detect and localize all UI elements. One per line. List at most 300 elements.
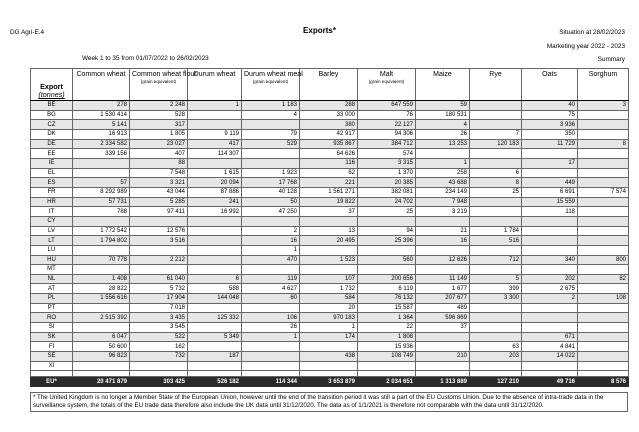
column-title: Durum wheat meal bbox=[244, 71, 303, 78]
value-cell bbox=[578, 197, 629, 207]
value-cell bbox=[358, 245, 416, 255]
value-cell: 116 bbox=[300, 158, 358, 168]
value-cell: 2 bbox=[242, 226, 300, 236]
value-cell: 43 688 bbox=[416, 178, 470, 188]
value-cell: 2 675 bbox=[522, 284, 578, 294]
value-cell bbox=[578, 149, 629, 159]
value-cell: 11 149 bbox=[416, 274, 470, 284]
country-cell: DK bbox=[31, 129, 73, 139]
value-cell: 6 bbox=[470, 168, 522, 178]
value-cell: 5 141 bbox=[73, 120, 130, 130]
value-cell: 203 bbox=[470, 352, 522, 362]
country-cell: SI bbox=[31, 323, 73, 333]
table-row bbox=[31, 207, 629, 217]
column-title: Malt bbox=[379, 71, 394, 78]
value-cell bbox=[188, 245, 242, 255]
column-header bbox=[242, 69, 303, 101]
value-cell bbox=[470, 332, 522, 342]
value-cell: 15 587 bbox=[358, 303, 416, 313]
value-cell: 50 600 bbox=[73, 342, 130, 352]
value-cell: 1 923 bbox=[242, 168, 300, 178]
value-cell bbox=[188, 255, 242, 265]
value-cell bbox=[73, 216, 130, 226]
value-cell: 28 822 bbox=[73, 284, 130, 294]
table-row bbox=[31, 236, 629, 246]
value-cell bbox=[188, 110, 242, 120]
value-cell bbox=[578, 158, 629, 168]
table-body bbox=[31, 101, 629, 387]
value-cell: 107 bbox=[300, 274, 358, 284]
country-cell: NL bbox=[31, 274, 73, 284]
agency-label: DG Agri-E.4 bbox=[10, 29, 45, 36]
value-cell bbox=[242, 342, 300, 352]
value-cell: 64 626 bbox=[300, 149, 358, 159]
value-cell: 125 332 bbox=[188, 313, 242, 323]
value-cell: 339 156 bbox=[73, 149, 130, 159]
export-column-header bbox=[31, 69, 73, 101]
total-value-cell: 20 471 879 bbox=[73, 377, 130, 387]
country-cell: FR bbox=[31, 187, 73, 197]
column-header bbox=[300, 69, 358, 101]
value-cell: 380 bbox=[300, 120, 358, 130]
value-cell: 596 869 bbox=[416, 313, 470, 323]
table-header-row bbox=[31, 69, 629, 101]
value-cell: 449 bbox=[522, 178, 578, 188]
value-cell bbox=[416, 342, 470, 352]
country-cell: MT bbox=[31, 265, 73, 275]
value-cell bbox=[578, 265, 629, 275]
value-cell bbox=[300, 361, 358, 371]
value-cell: 4 627 bbox=[242, 284, 300, 294]
value-cell bbox=[578, 352, 629, 362]
value-cell bbox=[242, 120, 300, 130]
value-cell: 970 183 bbox=[300, 313, 358, 323]
value-cell: 3 321 bbox=[130, 178, 188, 188]
value-cell: 4 bbox=[416, 120, 470, 130]
value-cell bbox=[470, 158, 522, 168]
value-cell: 16 bbox=[416, 236, 470, 246]
table-row bbox=[31, 120, 629, 130]
value-cell bbox=[130, 245, 188, 255]
value-cell: 17 904 bbox=[130, 294, 188, 304]
value-cell bbox=[416, 361, 470, 371]
value-cell: 3 300 bbox=[470, 294, 522, 304]
country-cell: FI bbox=[31, 342, 73, 352]
value-cell: 350 bbox=[522, 129, 578, 139]
column-header bbox=[522, 69, 578, 101]
value-cell: 42 917 bbox=[300, 129, 358, 139]
value-cell: 5 bbox=[470, 274, 522, 284]
country-cell: SK bbox=[31, 332, 73, 342]
value-cell: 1 530 414 bbox=[73, 110, 130, 120]
value-cell bbox=[578, 323, 629, 333]
country-cell: BE bbox=[31, 101, 73, 111]
value-cell: 16 bbox=[242, 236, 300, 246]
value-cell: 1 808 bbox=[358, 332, 416, 342]
value-cell: 3 936 bbox=[522, 120, 578, 130]
value-cell bbox=[130, 361, 188, 371]
table-row bbox=[31, 303, 629, 313]
value-cell: 16 913 bbox=[73, 129, 130, 139]
value-cell: 712 bbox=[470, 255, 522, 265]
country-cell: LU bbox=[31, 245, 73, 255]
value-cell: 2 bbox=[522, 294, 578, 304]
column-title: Oats bbox=[542, 71, 557, 78]
value-cell bbox=[578, 207, 629, 217]
value-cell bbox=[188, 265, 242, 275]
table-row bbox=[31, 332, 629, 342]
value-cell: 24 702 bbox=[358, 197, 416, 207]
value-cell bbox=[416, 149, 470, 159]
value-cell: 200 656 bbox=[358, 274, 416, 284]
table-row bbox=[31, 265, 629, 275]
value-cell: 174 bbox=[300, 332, 358, 342]
value-cell bbox=[470, 323, 522, 333]
value-cell: 88 bbox=[130, 158, 188, 168]
value-cell: 8 292 989 bbox=[73, 187, 130, 197]
value-cell bbox=[73, 265, 130, 275]
value-cell bbox=[578, 303, 629, 313]
value-cell: 17 768 bbox=[242, 178, 300, 188]
value-cell bbox=[416, 332, 470, 342]
value-cell bbox=[578, 236, 629, 246]
value-cell: 63 bbox=[470, 342, 522, 352]
value-cell: 11 729 bbox=[522, 139, 578, 149]
value-cell: 12 576 bbox=[130, 226, 188, 236]
value-cell: 560 bbox=[358, 255, 416, 265]
value-cell: 574 bbox=[358, 149, 416, 159]
value-cell bbox=[578, 168, 629, 178]
value-cell: 7 548 bbox=[130, 168, 188, 178]
table-row bbox=[31, 284, 629, 294]
value-cell bbox=[470, 149, 522, 159]
country-cell: IT bbox=[31, 207, 73, 217]
value-cell: 20 385 bbox=[358, 178, 416, 188]
column-title: Common wheat flour bbox=[132, 71, 197, 78]
table-row bbox=[31, 342, 629, 352]
country-cell: EE bbox=[31, 149, 73, 159]
country-cell: EL bbox=[31, 168, 73, 178]
value-cell bbox=[242, 149, 300, 159]
column-title: Durum wheat bbox=[193, 71, 236, 78]
value-cell: 3 315 bbox=[358, 158, 416, 168]
value-cell bbox=[522, 168, 578, 178]
value-cell bbox=[242, 158, 300, 168]
value-cell: 1 805 bbox=[130, 129, 188, 139]
value-cell: 5 732 bbox=[130, 284, 188, 294]
value-cell: 6 047 bbox=[73, 332, 130, 342]
value-cell: 15 559 bbox=[522, 197, 578, 207]
table-row bbox=[31, 226, 629, 236]
value-cell: 278 bbox=[73, 101, 130, 111]
value-cell: 1 408 bbox=[73, 274, 130, 284]
value-cell bbox=[470, 101, 522, 111]
value-cell: 94 306 bbox=[358, 129, 416, 139]
value-cell bbox=[242, 352, 300, 362]
value-cell: 97 411 bbox=[130, 207, 188, 217]
value-cell: 20 495 bbox=[300, 236, 358, 246]
country-cell: LT bbox=[31, 236, 73, 246]
value-cell bbox=[522, 303, 578, 313]
value-cell bbox=[578, 178, 629, 188]
value-cell: 50 bbox=[242, 197, 300, 207]
value-cell bbox=[130, 265, 188, 275]
value-cell bbox=[578, 332, 629, 342]
value-cell bbox=[188, 303, 242, 313]
value-cell: 588 bbox=[188, 284, 242, 294]
column-subtitle: (grain equivalent) bbox=[368, 79, 405, 84]
column-subtitle: (grain equivalent) bbox=[140, 79, 177, 84]
country-cell: PL bbox=[31, 294, 73, 304]
table-row bbox=[31, 352, 629, 362]
value-cell: 1 794 802 bbox=[73, 236, 130, 246]
value-cell bbox=[470, 197, 522, 207]
summary-label: Summary bbox=[597, 56, 625, 63]
value-cell bbox=[73, 303, 130, 313]
value-cell: 40 128 bbox=[242, 187, 300, 197]
value-cell bbox=[188, 120, 242, 130]
exports-table bbox=[30, 68, 629, 387]
value-cell: 241 bbox=[188, 197, 242, 207]
value-cell: 25 396 bbox=[358, 236, 416, 246]
value-cell: 26 bbox=[242, 323, 300, 333]
total-value-cell: 114 344 bbox=[242, 377, 300, 387]
value-cell bbox=[522, 265, 578, 275]
value-cell bbox=[522, 236, 578, 246]
value-cell: 187 bbox=[188, 352, 242, 362]
value-cell bbox=[300, 265, 358, 275]
value-cell: 5 349 bbox=[188, 332, 242, 342]
column-subtitle: (grain equivalent) bbox=[252, 79, 289, 84]
country-cell: RO bbox=[31, 313, 73, 323]
value-cell: 108 bbox=[578, 294, 629, 304]
value-cell: 2 334 582 bbox=[73, 139, 130, 149]
value-cell: 6 691 bbox=[522, 187, 578, 197]
value-cell: 118 bbox=[522, 207, 578, 217]
value-cell: 13 253 bbox=[416, 139, 470, 149]
value-cell: 120 183 bbox=[470, 139, 522, 149]
value-cell: 22 bbox=[358, 323, 416, 333]
value-cell bbox=[470, 303, 522, 313]
value-cell bbox=[188, 342, 242, 352]
value-cell: 399 bbox=[470, 284, 522, 294]
value-cell bbox=[300, 245, 358, 255]
value-cell: 76 bbox=[358, 110, 416, 120]
value-cell: 37 bbox=[300, 207, 358, 217]
value-cell: 15 936 bbox=[358, 342, 416, 352]
value-cell bbox=[300, 216, 358, 226]
table-row bbox=[31, 178, 629, 188]
value-cell: 671 bbox=[522, 332, 578, 342]
value-cell bbox=[188, 216, 242, 226]
value-cell: 5 285 bbox=[130, 197, 188, 207]
value-cell bbox=[522, 149, 578, 159]
page-title: Exports* bbox=[303, 26, 336, 35]
table-row bbox=[31, 187, 629, 197]
value-cell bbox=[578, 245, 629, 255]
value-cell: 732 bbox=[130, 352, 188, 362]
value-cell: 12 626 bbox=[416, 255, 470, 265]
value-cell: 1 bbox=[242, 332, 300, 342]
value-cell: 788 bbox=[73, 207, 130, 217]
value-cell: 94 bbox=[358, 226, 416, 236]
table-row bbox=[31, 361, 629, 371]
value-cell: 584 bbox=[300, 294, 358, 304]
value-cell: 221 bbox=[300, 178, 358, 188]
value-cell bbox=[578, 110, 629, 120]
value-cell: 119 bbox=[242, 274, 300, 284]
value-cell: 407 bbox=[130, 149, 188, 159]
total-value-cell: 3 653 879 bbox=[300, 377, 358, 387]
value-cell: 87 886 bbox=[188, 187, 242, 197]
column-title: Maize bbox=[433, 71, 452, 78]
value-cell: 3 bbox=[578, 101, 629, 111]
value-cell bbox=[358, 361, 416, 371]
value-cell: 1 772 542 bbox=[73, 226, 130, 236]
value-cell: 23 027 bbox=[130, 139, 188, 149]
value-cell: 207 677 bbox=[416, 294, 470, 304]
value-cell: 3 435 bbox=[130, 313, 188, 323]
total-value-cell: 8 576 bbox=[578, 377, 629, 387]
value-cell: 417 bbox=[188, 139, 242, 149]
table-row bbox=[31, 139, 629, 149]
value-cell: 1 784 bbox=[470, 226, 522, 236]
country-cell: DE bbox=[31, 139, 73, 149]
value-cell bbox=[578, 361, 629, 371]
value-cell: 2 248 bbox=[130, 101, 188, 111]
total-value-cell: 127 210 bbox=[470, 377, 522, 387]
table-row bbox=[31, 158, 629, 168]
column-title: Sorghum bbox=[588, 71, 618, 78]
value-cell: 800 bbox=[578, 255, 629, 265]
value-cell bbox=[242, 265, 300, 275]
value-cell: 26 bbox=[416, 129, 470, 139]
value-cell: 96 823 bbox=[73, 352, 130, 362]
value-cell bbox=[522, 216, 578, 226]
total-label: EU* bbox=[31, 377, 73, 387]
export-label: Export bbox=[40, 82, 63, 91]
country-cell: SE bbox=[31, 352, 73, 362]
value-cell: 6 bbox=[188, 274, 242, 284]
value-cell: 1 bbox=[242, 245, 300, 255]
value-cell bbox=[416, 216, 470, 226]
value-cell: 17 bbox=[522, 158, 578, 168]
value-cell: 25 bbox=[470, 187, 522, 197]
value-cell: 7 948 bbox=[416, 197, 470, 207]
value-cell: 82 bbox=[578, 274, 629, 284]
table-row bbox=[31, 216, 629, 226]
value-cell: 1 183 bbox=[242, 101, 300, 111]
value-cell bbox=[578, 284, 629, 294]
value-cell: 4 bbox=[242, 110, 300, 120]
value-cell: 528 bbox=[130, 110, 188, 120]
value-cell: 234 149 bbox=[416, 187, 470, 197]
value-cell bbox=[578, 226, 629, 236]
value-cell: 8 bbox=[578, 139, 629, 149]
value-cell: 19 822 bbox=[300, 197, 358, 207]
value-cell: 6 119 bbox=[358, 284, 416, 294]
value-cell: 62 bbox=[300, 168, 358, 178]
value-cell bbox=[358, 265, 416, 275]
value-cell: 70 778 bbox=[73, 255, 130, 265]
value-cell bbox=[470, 110, 522, 120]
country-cell: CZ bbox=[31, 120, 73, 130]
value-cell: 76 132 bbox=[358, 294, 416, 304]
table-row bbox=[31, 168, 629, 178]
total-value-cell: 49 716 bbox=[522, 377, 578, 387]
value-cell bbox=[578, 342, 629, 352]
value-cell: 1 732 bbox=[300, 284, 358, 294]
value-cell: 258 bbox=[416, 168, 470, 178]
value-cell bbox=[470, 361, 522, 371]
value-cell bbox=[188, 226, 242, 236]
table-row bbox=[31, 197, 629, 207]
value-cell bbox=[188, 323, 242, 333]
value-cell: 935 867 bbox=[300, 139, 358, 149]
value-cell: 162 bbox=[130, 342, 188, 352]
value-cell: 1 364 bbox=[358, 313, 416, 323]
country-cell: HU bbox=[31, 255, 73, 265]
value-cell: 33 000 bbox=[300, 110, 358, 120]
column-header bbox=[470, 69, 522, 101]
value-cell: 61 040 bbox=[130, 274, 188, 284]
value-cell: 9 119 bbox=[188, 129, 242, 139]
total-value-cell: 1 313 889 bbox=[416, 377, 470, 387]
value-cell: 288 bbox=[300, 101, 358, 111]
country-cell: HR bbox=[31, 197, 73, 207]
table-row bbox=[31, 129, 629, 139]
value-cell: 1 523 bbox=[300, 255, 358, 265]
value-cell: 180 531 bbox=[416, 110, 470, 120]
value-cell: 3 516 bbox=[130, 236, 188, 246]
value-cell: 384 712 bbox=[358, 139, 416, 149]
value-cell: 3 545 bbox=[130, 323, 188, 333]
value-cell: 57 731 bbox=[73, 197, 130, 207]
value-cell bbox=[470, 120, 522, 130]
value-cell: 4 841 bbox=[522, 342, 578, 352]
value-cell: 16 992 bbox=[188, 207, 242, 217]
country-cell: CY bbox=[31, 216, 73, 226]
value-cell bbox=[73, 245, 130, 255]
value-cell bbox=[188, 158, 242, 168]
value-cell: 108 749 bbox=[358, 352, 416, 362]
value-cell bbox=[73, 168, 130, 178]
value-cell: 14 022 bbox=[522, 352, 578, 362]
value-cell bbox=[522, 313, 578, 323]
total-value-cell: 2 034 651 bbox=[358, 377, 416, 387]
value-cell bbox=[188, 236, 242, 246]
value-cell: 529 bbox=[242, 139, 300, 149]
value-cell: 21 bbox=[416, 226, 470, 236]
value-cell bbox=[416, 265, 470, 275]
column-header bbox=[188, 69, 242, 101]
column-header bbox=[416, 69, 470, 101]
unit-label: (tonnes) bbox=[38, 90, 65, 99]
value-cell: 79 bbox=[242, 129, 300, 139]
value-cell bbox=[578, 129, 629, 139]
value-cell: 382 081 bbox=[358, 187, 416, 197]
value-cell: 1 bbox=[416, 158, 470, 168]
value-cell: 20 bbox=[300, 303, 358, 313]
period-label: Week 1 to 35 from 01/07/2022 to 26/02/2023 bbox=[82, 55, 209, 62]
value-cell: 2 515 392 bbox=[73, 313, 130, 323]
value-cell bbox=[358, 216, 416, 226]
total-value-cell: 526 182 bbox=[188, 377, 242, 387]
value-cell bbox=[470, 216, 522, 226]
value-cell: 3 219 bbox=[416, 207, 470, 217]
value-cell: 57 bbox=[73, 178, 130, 188]
value-cell: 489 bbox=[416, 303, 470, 313]
